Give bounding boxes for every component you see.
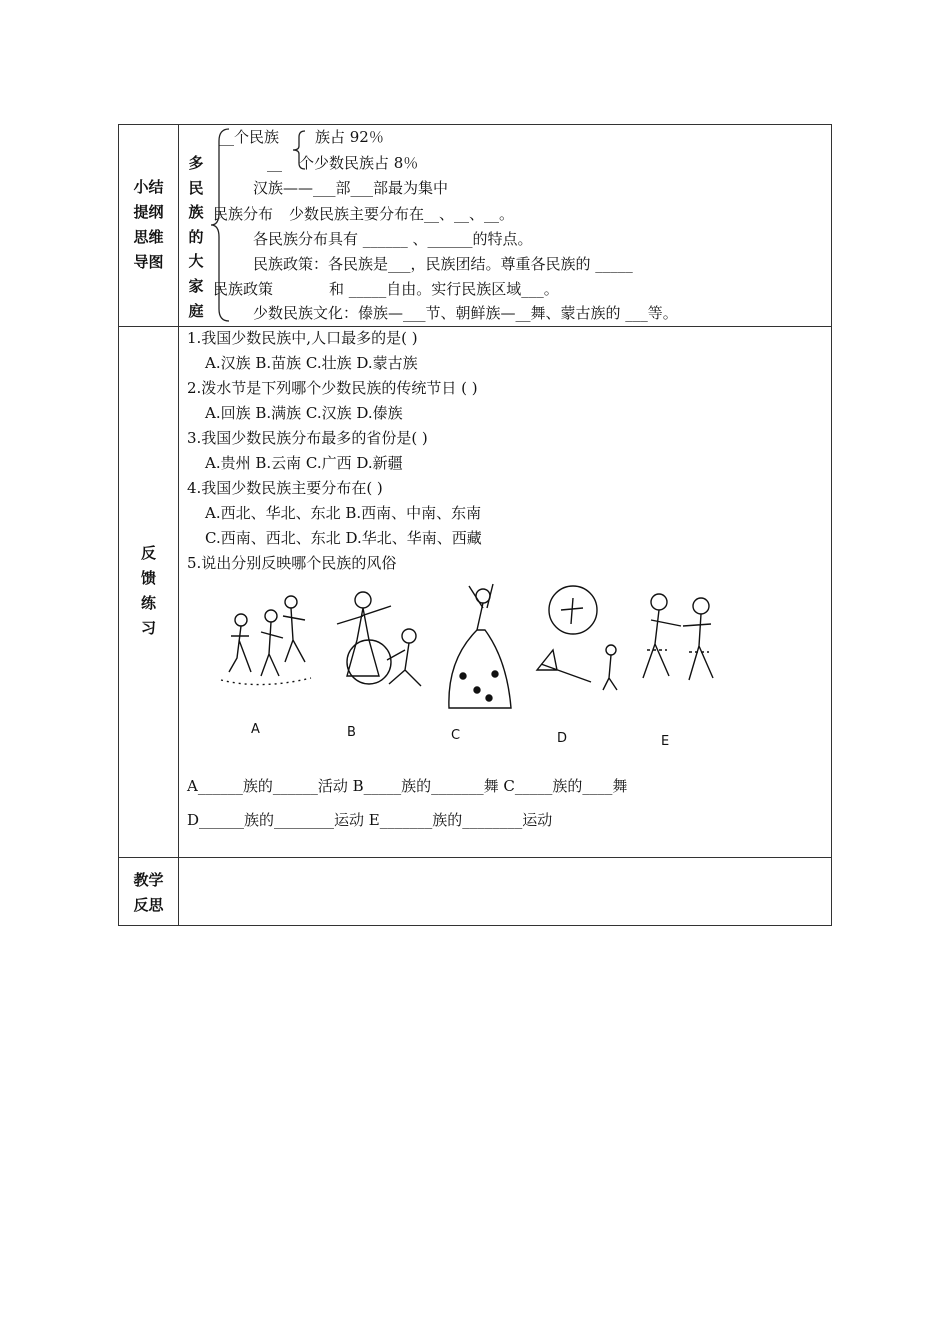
figure-label-d: D	[557, 731, 568, 746]
answer-line-1: A______族的______活动 B_____族的_______舞 C_____族的____舞	[187, 777, 628, 795]
summary-line-11: 和 _____自由。实行民族区域___。	[329, 280, 559, 298]
question-5: 5.说出分别反映哪个民族的风俗	[187, 554, 397, 572]
row-label-feedback: 反 馈 练 习	[140, 544, 156, 637]
row-label-reflection: 教学 反思	[133, 871, 164, 914]
question-4-options-cd: C.西南、西北、东北 D.华北、华南、西藏	[205, 529, 482, 547]
custom-illustrations	[211, 580, 731, 760]
question-2-options: A.回族 B.满族 C.汉族 D.傣族	[205, 404, 403, 422]
row-divider-2	[119, 857, 831, 858]
vertical-title: 多 民 族 的 大 家 庭	[188, 154, 204, 320]
figure-label-c: C	[451, 728, 461, 743]
figure-e-drawing	[643, 594, 713, 680]
summary-line-7: 少数民族主要分布在__、__、__。	[289, 205, 515, 223]
summary-line-9: 民族政策：各民族是___，民族团结。尊重各民族的 _____	[253, 255, 633, 273]
question-3-options: A.贵州 B.云南 C.广西 D.新疆	[205, 454, 403, 472]
summary-line-12: 少数民族文化：傣族—___节、朝鲜族—__舞、蒙古族的 ___等。	[253, 304, 678, 322]
summary-line-1: __个民族	[219, 128, 280, 146]
question-2: 2.泼水节是下列哪个少数民族的传统节日 ( )	[187, 379, 478, 397]
summary-line-5: 汉族——___部___部最为集中	[253, 179, 449, 197]
summary-line-8: 各民族分布具有 ______ 、______的特点。	[253, 230, 533, 248]
folk-custom-drawings	[211, 580, 731, 760]
summary-line-10: 民族政策	[213, 280, 274, 298]
question-1-options: A.汉族 B.苗族 C.壮族 D.蒙古族	[205, 354, 418, 372]
row-divider-1	[119, 326, 831, 327]
figure-c-drawing	[449, 584, 511, 708]
figure-a-drawing	[221, 596, 311, 685]
figure-b-drawing	[337, 592, 421, 686]
summary-line-4: 个少数民族占 8％	[299, 154, 419, 172]
question-3: 3.我国少数民族分布最多的省份是( )	[187, 429, 428, 447]
summary-line-2: 族占 92％	[315, 128, 384, 146]
lesson-table	[118, 124, 832, 926]
figure-label-b: B	[347, 725, 356, 740]
question-1: 1.我国少数民族中,人口最多的是( )	[187, 329, 418, 347]
figure-d-drawing	[537, 586, 617, 690]
summary-line-6: 民族分布	[213, 205, 274, 223]
figure-label-a: A	[251, 722, 260, 737]
column-divider	[178, 125, 179, 925]
summary-line-3: __	[267, 154, 282, 172]
answer-line-2: D______族的________运动 E_______族的________运动	[187, 811, 553, 829]
figure-label-e: E	[661, 734, 670, 749]
question-4-options-ab: A.西北、华北、东北 B.西南、中南、东南	[205, 504, 482, 522]
row-label-summary: 小结 提纲 思维 导图	[133, 178, 164, 271]
question-4: 4.我国少数民族主要分布在( )	[187, 479, 383, 497]
